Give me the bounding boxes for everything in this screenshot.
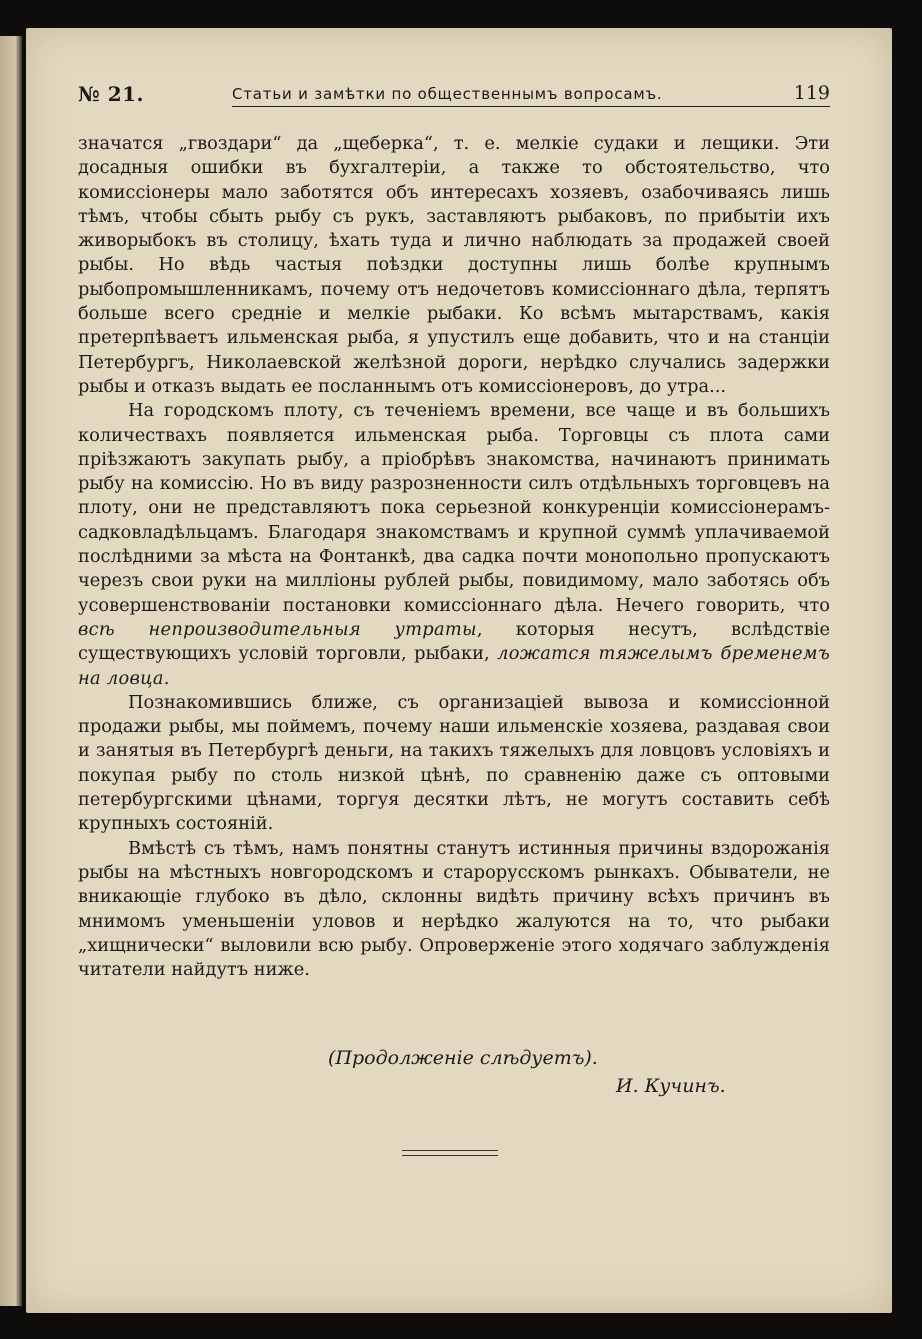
- continued-note: (Продолженіе слѣдуетъ).: [328, 1047, 598, 1069]
- end-rule: [402, 1150, 498, 1156]
- page-header: [78, 82, 830, 114]
- paragraph: [78, 837, 830, 983]
- emphasized-text: всѣ непроизводительныя утраты: [78, 618, 477, 640]
- article-body: [78, 132, 830, 982]
- author-signature: И. Кучинъ.: [616, 1075, 726, 1097]
- paragraph-text: значатся „гвоздари“ да „щеберка“, т. е. мелкіе судаки и лещики. Эти досадныя ошибки въ бухгалтеріи, а также то обстоятельство, что комиссіонеры мало заботятся объ интересахъ хозяевъ, озабочиваясь лишь тѣмъ, чтобы сбыть рыбу съ рукъ, заставляютъ рыбаковъ, по прибытіи ихъ живорыбокъ въ столицу, ѣхать туда и лично наблюдать за продажей своей рыбы. Но вѣдь частыя поѣздки доступны лишь болѣе крупнымъ рыбопромышленникамъ, почему отъ недочетовъ комиссіоннаго дѣла, терпятъ больше всего средніе и мелкіе рыбаки. Ко всѣмъ мытарствамъ, какія претерпѣваетъ ильменская рыба, я упустилъ еще добавить, что и на станціи Петербургъ, Николаевской желѣзной дороги, нерѣдко случались задержки рыбы и отказъ выдать ее посланнымъ отъ комиссіонеровъ, до утра...: [78, 133, 830, 397]
- paragraph: [78, 399, 830, 691]
- left-page-edge: [0, 36, 22, 1306]
- running-title: Статьи и замѣтки по общественнымъ вопросамъ.: [232, 85, 663, 103]
- emphasized-text: ложатся тяжелымъ бременемъ на ловца.: [78, 643, 830, 689]
- page-number: 119: [793, 82, 830, 104]
- paragraph-text: , которыя несутъ, вслѣдствіе существующихъ условій торговли, рыбаки,: [78, 618, 830, 665]
- header-rule: [232, 106, 830, 107]
- paragraph-text: Познакомившись ближе, съ организаціей вывоза и комиссіонной продажи рыбы, мы поймемъ, почему наши ильменскіе хозяева, раздавая свои и занятыя въ Петербургѣ деньги, на такихъ тяжелыхъ для ловцовъ условіяхъ и покупая рыбу по столь низкой цѣнѣ, по сравненію даже съ оптовыми петербургскими цѣнами, торгуя десятки лѣтъ, не могутъ составить себѣ крупныхъ состояній.: [78, 691, 830, 835]
- paragraph: [78, 691, 830, 837]
- paragraph: [78, 132, 830, 399]
- issue-number: № 21.: [78, 82, 144, 106]
- paragraph-text: Вмѣстѣ съ тѣмъ, намъ понятны станутъ истинныя причины вздорожанія рыбы на мѣстныхъ новгородскомъ и старорусскомъ рынкахъ. Обыватели, не вникающіе глубоко въ дѣло, склонны видѣть причину всѣхъ причинъ въ мнимомъ уменьшеніи уловов и нерѣдко жалуются на то, что рыбаки „хищнически“ выловили всю рыбу. Опроверженіе этого ходячаго заблужденія читатели найдутъ ниже.: [78, 837, 830, 981]
- paragraph-text: На городскомъ плоту, съ теченіемъ времени, все чаще и въ большихъ количествахъ появляется ильменская рыба. Торговцы съ плота сами пріѣзжаютъ закупать рыбу, а пріобрѣвъ знакомства, начинаютъ принимать рыбу на комиссію. Но въ виду разрозненности силъ отдѣльныхъ торговцевъ на плоту, они не представляютъ пока серьезной конкуренціи комиссіонерамъ-садковладѣльцамъ. Благодаря знакомствамъ и крупной суммѣ уплачиваемой послѣдними за мѣста на Фонтанкѣ, два садка почти монопольно пропускаютъ черезъ свои руки на милліоны рублей рыбы, повидимому, мало заботясь объ усовершенствованіи постановки комиссіоннаго дѣла. Нечего говорить, что: [78, 400, 830, 616]
